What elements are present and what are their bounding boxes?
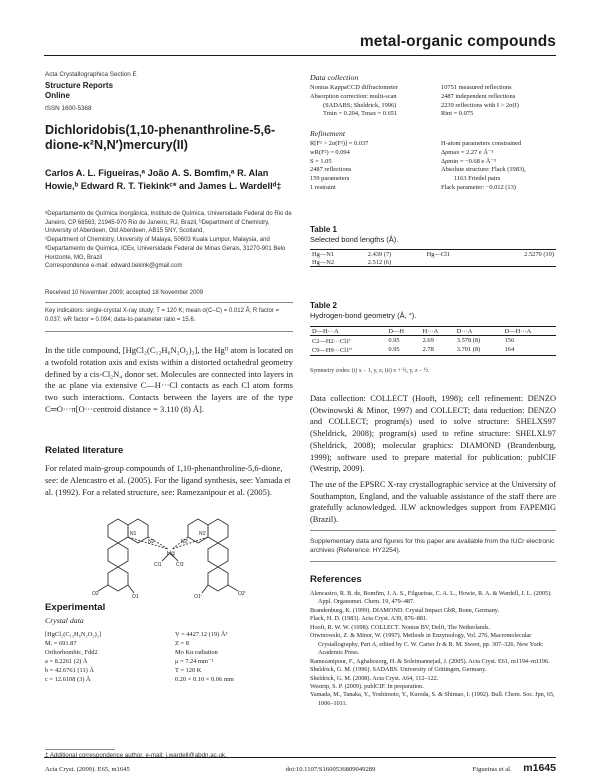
divider: [310, 561, 556, 562]
refinement-right: [441, 140, 559, 193]
column-header: H···A: [422, 327, 439, 335]
footnote-rule: [45, 749, 115, 750]
related-literature-heading: Related literature: [45, 445, 124, 456]
abstract: In the title compound, [HgCl₂(C₁₂H₆N₂O₂)₂], the Hgᴵᴵ atom is located on a twofold rotation axis and exists within a distorted octahedral geometry defined by a cis-Cl₂N₄ donor set. Molecules are connected into layers in the ac plane via extensive C—H···Cl contacts as each Cl atom forms two such interactions. Contacts between the layers are of the type C═O···π[O···centroid distance = 3.110 (8) Å].: [45, 345, 293, 414]
series-line: Structure Reports: [45, 81, 114, 90]
crystal-data-item: Orthorhombic, Fdd2: [45, 649, 98, 656]
table-cell: 0.95: [388, 346, 400, 354]
data-collection-left: [310, 84, 442, 119]
programs-paragraph: Data collection: COLLECT (Hooft, 1998); cell refinement: DENZO (Otwinowski & Minor, 1997) and COLLECT; data reduction: DENZO and COLLECT; program(s) used to solve structure: SHELXS97 (Sheldrick, 2008); program(s) used to refine structure: SHELXL97 (Sheldrick, 2008); molecular graphics: DIAMOND (Brandenburg, 1999); software used to prepare material for publication: publCIF (Westrip, 2009).: [310, 394, 556, 474]
symmetry-codes-note: Symmetry codes: (i) x − 1, y, z; (ii) x + ½, y, z − ½.: [310, 368, 430, 374]
refinement-left: [310, 140, 440, 193]
crystal-data-item: [HgCl₂(C₁₂H₆N₂O₂)₂]: [45, 631, 102, 638]
experimental-heading: Experimental: [45, 602, 106, 613]
doi-link[interactable]: doi:10.1107/S1600536809049289: [285, 766, 376, 773]
affiliation: ᶜDepartment of Chemistry, University of Malaya, 50603 Kuala Lumpur, Malaysia, and ᵈDepartamento de Química, ICEx, Universidade Federal de Minas Gerais, 31270-901 Belo Horizonte, MG, Brazil: [45, 237, 286, 261]
atom-label: O2ⁱ: [238, 591, 246, 597]
reference-item: Westrip, S. P. (2009). publCIF. In preparation.: [310, 682, 424, 690]
footnote: ‡ Additional correspondence author, e-mail: j.wardell@abdn.ac.uk.: [45, 752, 227, 759]
crystal-data-item: Mᵣ = 691.87: [45, 640, 77, 647]
column-header: D—H···A: [504, 327, 532, 335]
crystal-data-item: a = 8.2261 (2) Å: [45, 658, 88, 665]
column-header: D···A: [456, 327, 473, 335]
table-cell: C9—H9···Cl1ⁱⁱ: [312, 346, 352, 354]
atom-label: N1ⁱ: [199, 531, 207, 537]
crystal-data-item: 0.20 × 0.10 × 0.06 mm: [175, 676, 234, 683]
crystal-data-right: [175, 630, 293, 684]
crystal-data-item: b = 42.6761 (11) Å: [45, 667, 94, 674]
table-cell: 3.701 (8): [456, 346, 481, 354]
data-collection-right: [441, 84, 556, 119]
page-footer: [45, 762, 556, 774]
carbonyl-bond: [98, 585, 108, 591]
crystal-data-item: T = 120 K: [175, 667, 202, 674]
reference-item: Otwinowski, Z. & Minor, W. (1997). Methods in Enzymology, Vol. 276, Macromolecular Crystallography, Part A, edited by C. W. Carter Jr & R. M. Sweet, pp. 307–326. New York: Academic Press.: [310, 632, 544, 657]
crystal-data-item: Z = 8: [175, 640, 189, 647]
table-cell: 156: [504, 337, 515, 345]
hydrogen-bond-table: [310, 326, 556, 356]
data-collection-item: (SADABS; Sheldrick, 1996): [323, 101, 397, 109]
refinement-heading: Refinement: [310, 129, 346, 138]
table-header-row: [310, 327, 556, 336]
table2-title: Table 2: [310, 301, 337, 310]
crystal-data-item: μ = 7.24 mm⁻¹: [175, 658, 214, 665]
coordination-bond: [172, 537, 208, 549]
table-cell: 164: [504, 346, 515, 354]
page-number: m1645: [523, 762, 556, 774]
journal-section: Acta Crystallographica Section E: [45, 71, 137, 78]
references-heading: References: [310, 574, 362, 585]
table-cell: 2.512 (6): [367, 258, 392, 266]
crystal-data-left: [45, 630, 167, 684]
table-cell: 2.439 (7): [367, 250, 392, 258]
key-indicators: Key indicators: single-crystal X-ray study; T = 120 K; mean σ(C–C) = 0.012 Å; R factor = 0.037; wR factor = 0.094; data-to-parameter ratio = 15.6.: [45, 308, 280, 323]
paper-title: Dichloridobis(1,10-phenanthroline-5,6-dione-κ²N,N′)mercury(II): [45, 123, 276, 152]
refinement-item: 159 parameters: [310, 175, 350, 183]
data-collection-item: 2487 independent reflections: [441, 92, 516, 100]
footer-right: [426, 762, 556, 774]
correspondence-email[interactable]: Correspondence e-mail: edward.tiekink@gmail.com: [45, 263, 183, 270]
table1-caption: Selected bond lengths (Å).: [310, 235, 399, 244]
table-cell: Hg—N1: [312, 250, 335, 258]
data-collection-item: Rint = 0.075: [441, 110, 474, 118]
atom-label: O2: [92, 591, 99, 597]
quinone-ring: [208, 543, 228, 567]
journal-series: [45, 81, 293, 100]
atom-label: N1: [130, 531, 137, 537]
reference-list: [310, 590, 556, 708]
data-collection-item: Nonius KappaCCD diffractometer: [310, 84, 398, 91]
refinement-item: Δρmin = −0.68 e Å⁻³: [441, 157, 496, 165]
table-cell: 2.5270 (19): [524, 250, 554, 258]
refinement-item: 2487 reflections: [310, 166, 352, 174]
table-cell: [425, 258, 484, 267]
table-cell: Hg—N2: [312, 258, 335, 266]
atom-label: O1: [132, 594, 139, 599]
data-collection-item: 10751 measured reflections: [441, 84, 512, 91]
related-literature-text: For related main-group compounds of 1,10-phenanthroline-5,6-dione, see: de Alencastro et al. (2005). For the ligand synthesis, see: Yamada et al. (1992). For a related structure, see: Ramezanipour et al. (2005).: [45, 463, 291, 497]
crystal-data-item: c = 12.6108 (3) Å: [45, 676, 91, 683]
column-header: D—H: [388, 327, 405, 335]
data-collection-item: 2239 reflections with I > 2σ(I): [441, 101, 519, 109]
reference-item: Hooft, R. W. W. (1998). COLLECT. Nonius BV, Delft, The Netherlands.: [310, 623, 490, 631]
received-date: Received 10 November 2009; accepted 18 November 2009: [45, 290, 204, 296]
refinement-item: wR(F²) = 0.094: [310, 148, 350, 156]
affiliations: [45, 210, 293, 271]
carbonyl-bond: [228, 585, 238, 591]
table1-title: Table 1: [310, 225, 337, 234]
divider: [45, 302, 293, 303]
atom-label: Hg: [167, 551, 175, 557]
table-cell: C2—H2···Cl1ⁱ: [312, 337, 351, 345]
section-title: metal-organic compounds: [359, 33, 556, 50]
table-cell: 0.95: [388, 337, 400, 345]
data-collection-item: Absorption correction: multi-scan: [310, 92, 397, 100]
divider: [45, 331, 293, 332]
series-line: Online: [45, 90, 70, 100]
footer-rule: [44, 757, 556, 758]
table-row: [310, 258, 556, 267]
quinone-ring: [108, 543, 128, 567]
authors: Carlos A. L. Figueiras,ᵃ João A. S. Bomfim,ᵃ R. Alan Howie,ᵇ Edward R. T. Tiekinkᶜ* and James L. Wardellᵈ‡: [45, 168, 282, 191]
atom-label: Cl1ⁱ: [176, 562, 185, 568]
reference-item: Ramezanipour, F., Aghabozorg, H. & Soleimannejad, J. (2005). Acta Cryst. E61, m1194–m1196.: [310, 657, 550, 665]
crystal-data-heading: Crystal data: [45, 616, 84, 625]
supplementary-note: Supplementary data and figures for this paper are available from the IUCr electronic archives (Reference: HY2254).: [310, 538, 555, 554]
table-cell: Hg—Cl1: [426, 250, 451, 258]
author-short: Figueiras et al.: [472, 766, 512, 773]
reference-item: Sheldrick, G. M. (1996). SADABS. University of Göttingen, Germany.: [310, 666, 487, 674]
refinement-item: 1 restraint: [310, 183, 336, 191]
table-cell: 2.69: [422, 337, 434, 345]
table-row: [310, 336, 556, 346]
carbonyl-bond: [202, 585, 208, 593]
acknowledgements-paragraph: The use of the EPSRC X-ray crystallographic service at the University of Southampton, England, and the valuable assistance of the staff there are gratefully acknowledged. JLW acknowledges support from FAPEMIG (Brazil).: [310, 480, 556, 525]
atom-label: Cl1: [154, 562, 162, 568]
table2-caption: Hydrogen-bond geometry (Å, °).: [310, 311, 417, 320]
bond-lengths-table: [310, 249, 556, 267]
issn: ISSN 1600-5368: [45, 105, 92, 112]
data-collection-item: Tmin = 0.204, Tmax = 0.651: [323, 110, 398, 118]
reference-item: Brandenburg, K. (1999). DIAMOND. Crystal Impact GbR, Bonn, Germany.: [310, 606, 500, 614]
reference-item: Yamada, M., Tanaka, Y., Yoshimoto, Y., Kuroda, S. & Shimao, I. (1992). Bull. Chem. Soc. Jpn, 65, 1006–1011.: [310, 691, 555, 707]
chemical-structure-diagram: [88, 513, 258, 599]
refinement-item: S = 1.05: [310, 157, 332, 165]
refinement-item: Flack parameter: −0.012 (13): [441, 183, 516, 191]
data-collection-heading: Data collection: [310, 73, 359, 82]
atom-label: O1ⁱ: [194, 594, 202, 599]
affiliation: ᵃDepartamento de Química Inorgânica, Instituto de Química, Universidade Federal do Rio de Janeiro, CP 68563, 21945-970 Rio de Janeiro, RJ, Brazil, ᵇDepartment of Chemistry, University of Aberdeen, Old Aberdeen, AB15 5NY, Scotland,: [45, 211, 292, 235]
refinement-item: H-atom parameters constrained: [441, 140, 522, 147]
table-cell: [483, 258, 556, 267]
refinement-item: Δρmax = 2.27 e Å⁻³: [441, 148, 494, 156]
refinement-item: 1163 Friedel pairs: [454, 175, 501, 183]
reference-item: Alencastro, R. B. de, Bomfim, J. A. S., Filgueiras, C. A. L., Howie, R. A. & Wardell, J. L. (2005). Appl. Organomet. Chem. 19, 479–487.: [310, 590, 552, 606]
dione-ring: [108, 567, 128, 591]
carbonyl-bond: [128, 585, 134, 593]
header-rule: [44, 55, 556, 56]
divider: [310, 530, 556, 531]
journal-citation: Acta Cryst. (2009). E65, m1645: [45, 766, 130, 773]
table-cell: 3.578 (8): [456, 337, 481, 345]
atom-label: N2: [148, 539, 155, 545]
crystal-data-item: V = 4427.12 (19) Å³: [175, 631, 228, 638]
reference-item: Flack, H. D. (1983). Acta Cryst. A39, 876–881.: [310, 615, 428, 623]
pyridine-ring: [108, 519, 128, 543]
table-row: [310, 250, 556, 259]
atom-label: N2ⁱ: [181, 539, 189, 545]
refinement-item: Absolute structure: Flack (1983),: [441, 166, 526, 174]
table-cell: 2.78: [422, 346, 434, 354]
refinement-item: R[F² > 2σ(F²)] = 0.037: [310, 140, 369, 147]
pyridine-ring: [208, 519, 228, 543]
reference-item: Sheldrick, G. M. (2008). Acta Cryst. A64, 112–122.: [310, 674, 439, 682]
column-header: D—H···A: [312, 327, 339, 335]
table-row: [310, 345, 556, 355]
crystal-data-item: Mo Kα radiation: [175, 649, 218, 656]
dione-ring: [208, 567, 228, 591]
